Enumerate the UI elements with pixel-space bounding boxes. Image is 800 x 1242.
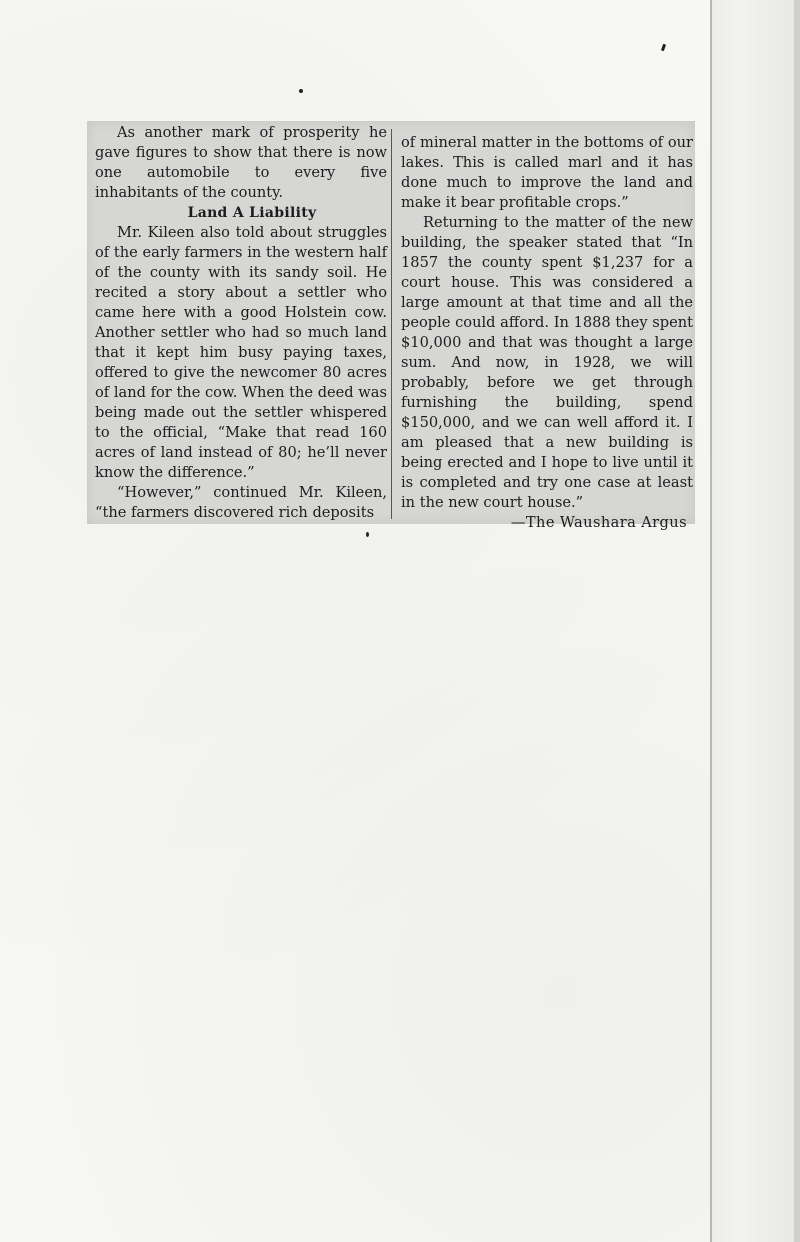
subhead: Land A Liability xyxy=(187,205,317,221)
paragraph: “However,” continued Mr. Kileen, “the farmers discovered rich deposits xyxy=(95,484,387,521)
ink-speck xyxy=(299,89,303,93)
ink-speck xyxy=(366,532,369,537)
column-divider xyxy=(391,129,392,519)
paragraph: As another mark of prosperity he gave figures to show that there is now one automobile to every five inhabitants of the county. xyxy=(95,124,387,201)
page-edge xyxy=(710,0,800,1242)
paragraph: Returning to the matter of the new building, the speaker stated that “In 1857 the county spent $1,237 for a court house. This was considered a large amount at that time and all the people could afford. In 1888 they spent $10,000 and that was thought a large sum. And now, in 1928, we will probably, before we get through furnishing the building, spend $150,000, and we can well afford it. I am pleased that a new building is being erected and I hope to live until it is completed and try one case at least in the new court house.” xyxy=(401,214,693,511)
right-column xyxy=(401,121,693,533)
left-column xyxy=(95,121,387,523)
paragraph: of mineral matter in the bottoms of our lakes. This is called marl and it has done much to improve the land and make it bear profitable crops.” xyxy=(401,134,693,211)
newspaper-clipping xyxy=(87,121,695,531)
ink-speck xyxy=(661,44,666,52)
paragraph: Mr. Kileen also told about struggles of the early farmers in the western half of the county with its sandy soil. He recited a story about a settler who came here with a good Holstein cow. Another settler who had so much land that it kept him busy paying taxes, offered to give the newcomer 80 acres of land for the cow. When the deed was being made out the settler whispered to the official, “Make that read 160 acres of land instead of 80; he’ll never know the difference.” xyxy=(95,224,387,481)
source-credit: —The Waushara Argus xyxy=(510,514,687,531)
